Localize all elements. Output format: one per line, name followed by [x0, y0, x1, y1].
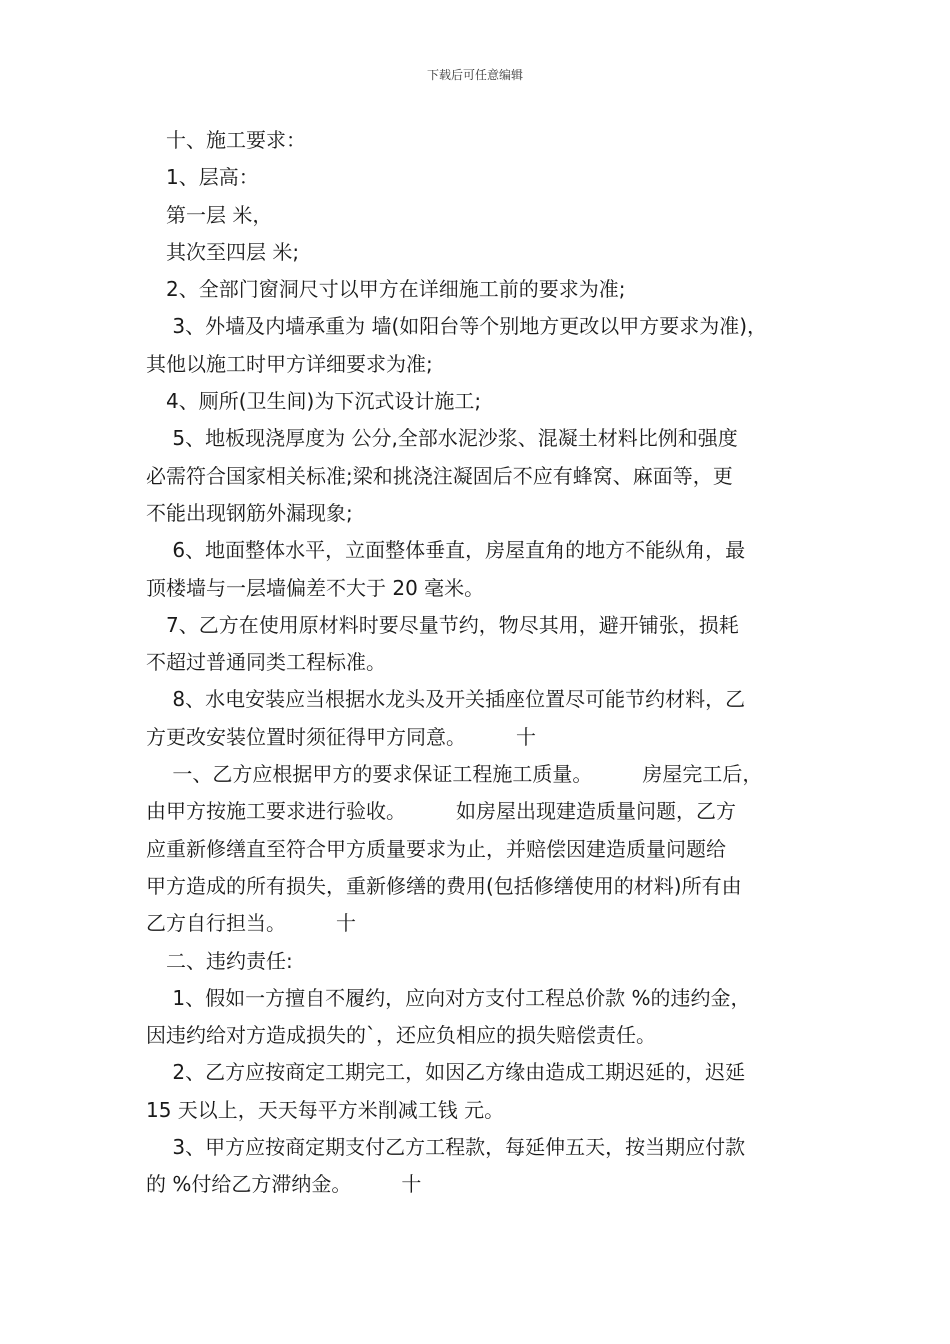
text-line: 1、层高： — [146, 165, 259, 190]
text-line: 其次至四层 米; — [146, 239, 300, 264]
text-line: 必需符合国家相关标准;梁和挑浇注凝固后不应有蜂窝、麻面等，更 — [146, 463, 733, 488]
text-line: 乙方自行担当。 十 — [146, 911, 356, 936]
text-line: 方更改安装位置时须征得甲方同意。 十 — [146, 724, 536, 749]
page-header: 下载后可任意编辑 — [426, 68, 523, 82]
text-line: 应重新修缮直至符合甲方质量要求为止，并赔偿因建造质量问题给 — [146, 836, 726, 861]
text-line: 1、假如一方擅自不履约，应向对方支付工程总价款 %的违约金， — [146, 985, 751, 1010]
text-line: 因违约给对方造成损失的`，还应负相应的损失赔偿责任。 — [146, 1023, 656, 1048]
text-line: 6、地面整体水平，立面整体垂直，房屋直角的地方不能纵角，最 — [146, 538, 746, 563]
text-line: 一、乙方应根据甲方的要求保证工程施工质量。 房屋完工后， — [146, 762, 763, 787]
text-line: 不能出现钢筋外漏现象; — [146, 500, 353, 525]
text-line: 4、厕所(卫生间)为下沉式设计施工; — [146, 389, 482, 414]
text-line: 8、水电安装应当根据水龙头及开关插座位置尽可能节约材料，乙 — [146, 687, 746, 712]
text-line: 顶楼墙与一层墙偏差不大于 20 毫米。 — [146, 575, 485, 600]
text-line: 甲方造成的所有损失，重新修缮的费用(包括修缮使用的材料)所有由 — [146, 873, 742, 898]
text-line: 其他以施工时甲方详细要求为准; — [146, 351, 433, 376]
text-line: 7、乙方在使用原材料时要尽量节约，物尽其用，避开铺张，损耗 — [146, 612, 739, 637]
text-line: 不超过普通同类工程标准。 — [146, 650, 386, 675]
text-line: 2、乙方应按商定工期完工，如因乙方缘由造成工期迟延的，迟延 — [146, 1060, 746, 1085]
text-line: 3、外墙及内墙承重为 墙(如阳台等个别地方更改以甲方要求为准)， — [146, 314, 768, 339]
text-line: 的 %付给乙方滞纳金。 十 — [146, 1172, 422, 1197]
text-line: 3、甲方应按商定期支付乙方工程款，每延伸五天，按当期应付款 — [146, 1135, 746, 1160]
document-body — [146, 122, 826, 1204]
text-line: 2、全部门窗洞尺寸以甲方在详细施工前的要求为准; — [146, 277, 626, 302]
text-line: 由甲方按施工要求进行验收。 如房屋出现建造质量问题，乙方 — [146, 799, 736, 824]
text-line: 15 天以上，天天每平方米削减工钱 元。 — [146, 1097, 505, 1122]
text-line: 5、地板现浇厚度为 公分,全部水泥沙浆、混凝土材料比例和强度 — [146, 426, 738, 451]
text-line: 二、违约责任: — [146, 948, 293, 973]
text-line: 第一层 米， — [146, 202, 273, 227]
text-line: 十、施工要求： — [146, 128, 306, 152]
